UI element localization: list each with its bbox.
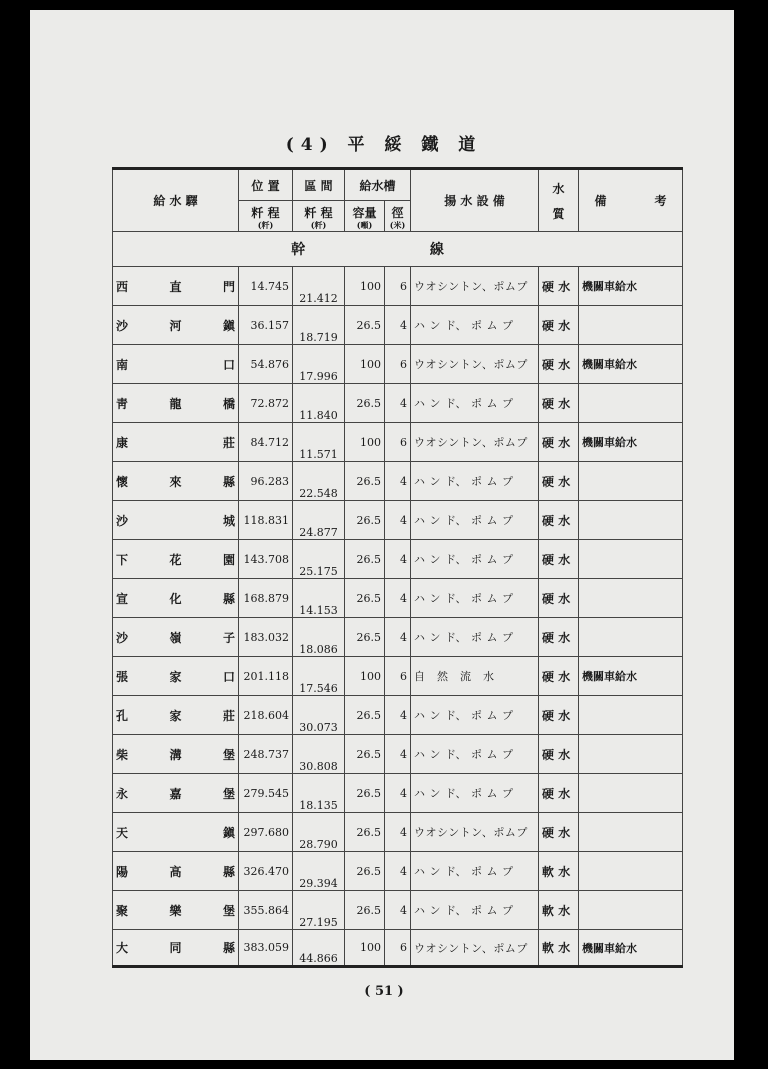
page-title: (4) 平 綏 鐵 道 xyxy=(285,135,483,155)
pump-equipment: ハ ン ド、 ポ ム プ xyxy=(411,579,539,618)
station-name: 張 家 口 xyxy=(113,657,239,696)
table-row xyxy=(113,657,683,696)
interval-km: 14.153 xyxy=(293,579,345,618)
pipe-diameter: 6 xyxy=(385,423,411,462)
position-km: 168.879 xyxy=(239,579,293,618)
interval-km: 29.394 xyxy=(293,852,345,891)
pump-equipment: ハ ン ド、 ポ ム プ xyxy=(411,501,539,540)
interval-km: 24.877 xyxy=(293,501,345,540)
station-name: 沙 城 xyxy=(113,501,239,540)
interval-unit-header: 粁 程 (粁) xyxy=(293,201,345,232)
table-row xyxy=(113,774,683,813)
table-row xyxy=(113,696,683,735)
pump-equipment: ハ ン ド、 ポ ム プ xyxy=(411,540,539,579)
pump-equipment: ハ ン ド、 ポ ム プ xyxy=(411,774,539,813)
tank-capacity: 26.5 xyxy=(345,618,385,657)
pump-equipment: 自 然 流 水 xyxy=(411,657,539,696)
pump-equipment: ハ ン ド、 ポ ム プ xyxy=(411,696,539,735)
position-km: 279.545 xyxy=(239,774,293,813)
remarks: 機關車給水 xyxy=(579,930,683,967)
remarks xyxy=(579,384,683,423)
station-name: 懷 來 縣 xyxy=(113,462,239,501)
position-km: 143.708 xyxy=(239,540,293,579)
remarks xyxy=(579,540,683,579)
interval-km: 44.866 xyxy=(293,930,345,967)
table-row xyxy=(113,891,683,930)
pipe-diameter: 4 xyxy=(385,306,411,345)
station-name: 永 嘉 堡 xyxy=(113,774,239,813)
remarks xyxy=(579,852,683,891)
remarks xyxy=(579,618,683,657)
pipe-diameter: 6 xyxy=(385,267,411,306)
pump-equipment: ハ ン ド、 ポ ム プ xyxy=(411,462,539,501)
position-km: 118.831 xyxy=(239,501,293,540)
interval-km: 30.073 xyxy=(293,696,345,735)
interval-km: 30.808 xyxy=(293,735,345,774)
tank-capacity: 100 xyxy=(345,423,385,462)
tank-capacity: 100 xyxy=(345,345,385,384)
tank-capacity: 26.5 xyxy=(345,306,385,345)
table-row xyxy=(113,540,683,579)
water-quality: 硬 水 xyxy=(539,345,579,384)
station-name: 南 口 xyxy=(113,345,239,384)
station-name: 宣 化 縣 xyxy=(113,579,239,618)
station-name: 柴 溝 堡 xyxy=(113,735,239,774)
pump-equipment: ウオシントン、ポムプ xyxy=(411,345,539,384)
position-header: 位 置 xyxy=(239,169,293,201)
tank-capacity: 26.5 xyxy=(345,774,385,813)
position-km: 84.712 xyxy=(239,423,293,462)
remarks xyxy=(579,306,683,345)
section-label: 幹 線 xyxy=(113,232,683,267)
remarks-header: 備 考 xyxy=(579,169,683,232)
tank-capacity: 26.5 xyxy=(345,891,385,930)
water-quality: 硬 水 xyxy=(539,540,579,579)
tank-header: 給水槽 xyxy=(345,169,411,201)
pump-equipment: ハ ン ド、 ポ ム プ xyxy=(411,852,539,891)
table-row xyxy=(113,735,683,774)
pipe-diameter: 4 xyxy=(385,852,411,891)
pump-equipment: ハ ン ド、 ポ ム プ xyxy=(411,306,539,345)
page-number: ( 51 ) xyxy=(364,984,404,999)
interval-km: 18.135 xyxy=(293,774,345,813)
interval-km: 22.548 xyxy=(293,462,345,501)
water-quality: 硬 水 xyxy=(539,579,579,618)
pump-equipment: ハ ン ド、 ポ ム プ xyxy=(411,618,539,657)
table-row xyxy=(113,267,683,306)
interval-km: 25.175 xyxy=(293,540,345,579)
pump-equipment: ハ ン ド、 ポ ム プ xyxy=(411,735,539,774)
pipe-diameter: 4 xyxy=(385,696,411,735)
water-quality: 硬 水 xyxy=(539,735,579,774)
interval-km: 17.996 xyxy=(293,345,345,384)
water-quality-header: 水 質 xyxy=(539,169,579,232)
position-km: 383.059 xyxy=(239,930,293,967)
water-quality: 硬 水 xyxy=(539,813,579,852)
remarks: 機關車給水 xyxy=(579,657,683,696)
interval-km: 21.412 xyxy=(293,267,345,306)
tank-capacity: 26.5 xyxy=(345,696,385,735)
station-name: 康 莊 xyxy=(113,423,239,462)
water-quality: 軟 水 xyxy=(539,852,579,891)
station-name: 沙 河 鎭 xyxy=(113,306,239,345)
position-km: 54.876 xyxy=(239,345,293,384)
water-quality: 硬 水 xyxy=(539,618,579,657)
tank-capacity: 26.5 xyxy=(345,579,385,618)
position-km: 14.745 xyxy=(239,267,293,306)
remarks xyxy=(579,579,683,618)
capacity-header: 容量 (噸) xyxy=(345,201,385,232)
interval-km: 17.546 xyxy=(293,657,345,696)
station-name: 天 鎭 xyxy=(113,813,239,852)
position-km: 218.604 xyxy=(239,696,293,735)
water-quality: 硬 水 xyxy=(539,306,579,345)
interval-km: 28.790 xyxy=(293,813,345,852)
pipe-header: 徑 (米) xyxy=(385,201,411,232)
pipe-diameter: 4 xyxy=(385,813,411,852)
interval-km: 18.086 xyxy=(293,618,345,657)
pipe-diameter: 6 xyxy=(385,657,411,696)
remarks xyxy=(579,462,683,501)
interval-km: 11.840 xyxy=(293,384,345,423)
station-name: 下 花 園 xyxy=(113,540,239,579)
position-km: 355.864 xyxy=(239,891,293,930)
position-km: 248.737 xyxy=(239,735,293,774)
position-km: 36.157 xyxy=(239,306,293,345)
pipe-diameter: 4 xyxy=(385,384,411,423)
water-quality: 硬 水 xyxy=(539,501,579,540)
remarks xyxy=(579,774,683,813)
station-name: 孔 家 莊 xyxy=(113,696,239,735)
pipe-diameter: 4 xyxy=(385,462,411,501)
pipe-diameter: 4 xyxy=(385,501,411,540)
tank-capacity: 26.5 xyxy=(345,540,385,579)
position-km: 297.680 xyxy=(239,813,293,852)
pump-equipment: ハ ン ド、 ポ ム プ xyxy=(411,891,539,930)
water-quality: 硬 水 xyxy=(539,423,579,462)
table-row xyxy=(113,423,683,462)
remarks xyxy=(579,813,683,852)
table-row xyxy=(113,579,683,618)
tank-capacity: 100 xyxy=(345,930,385,967)
station-name: 靑 龍 橋 xyxy=(113,384,239,423)
interval-km: 18.719 xyxy=(293,306,345,345)
remarks xyxy=(579,696,683,735)
tank-capacity: 26.5 xyxy=(345,813,385,852)
pump-equipment: ウオシントン、ポムプ xyxy=(411,930,539,967)
remarks xyxy=(579,501,683,540)
pump-equipment: ウオシントン、ポムプ xyxy=(411,423,539,462)
tank-capacity: 26.5 xyxy=(345,501,385,540)
remarks xyxy=(579,891,683,930)
pipe-diameter: 4 xyxy=(385,618,411,657)
table-row xyxy=(113,930,683,967)
station-name: 沙 嶺 子 xyxy=(113,618,239,657)
pipe-diameter: 4 xyxy=(385,774,411,813)
water-quality: 硬 水 xyxy=(539,696,579,735)
pump-equipment: ウオシントン、ポムプ xyxy=(411,267,539,306)
pipe-diameter: 4 xyxy=(385,891,411,930)
table-row xyxy=(113,384,683,423)
interval-header: 區 間 xyxy=(293,169,345,201)
tank-capacity: 26.5 xyxy=(345,735,385,774)
remarks: 機關車給水 xyxy=(579,267,683,306)
pipe-diameter: 4 xyxy=(385,735,411,774)
table-row xyxy=(113,306,683,345)
water-quality: 硬 水 xyxy=(539,657,579,696)
table-row xyxy=(113,852,683,891)
position-km: 326.470 xyxy=(239,852,293,891)
station-name: 陽 高 縣 xyxy=(113,852,239,891)
station-header: 給 水 驛 xyxy=(113,169,239,232)
water-quality: 硬 水 xyxy=(539,384,579,423)
position-unit-header: 粁 程 (粁) xyxy=(239,201,293,232)
tank-capacity: 26.5 xyxy=(345,384,385,423)
pipe-diameter: 6 xyxy=(385,930,411,967)
water-quality: 硬 水 xyxy=(539,462,579,501)
tank-capacity: 26.5 xyxy=(345,852,385,891)
station-name: 大 同 縣 xyxy=(113,930,239,967)
tank-capacity: 26.5 xyxy=(345,462,385,501)
remarks: 機關車給水 xyxy=(579,345,683,384)
pump-equipment: ウオシントン、ポムプ xyxy=(411,813,539,852)
tank-capacity: 100 xyxy=(345,657,385,696)
pump-equipment: ハ ン ド、 ポ ム プ xyxy=(411,384,539,423)
table-row xyxy=(113,345,683,384)
position-km: 96.283 xyxy=(239,462,293,501)
table-row xyxy=(113,813,683,852)
pipe-diameter: 6 xyxy=(385,345,411,384)
water-quality: 硬 水 xyxy=(539,774,579,813)
station-name: 西 直 門 xyxy=(113,267,239,306)
table-row xyxy=(113,501,683,540)
position-km: 72.872 xyxy=(239,384,293,423)
position-km: 183.032 xyxy=(239,618,293,657)
water-station-table xyxy=(112,167,683,968)
water-quality: 硬 水 xyxy=(539,267,579,306)
table-row xyxy=(113,462,683,501)
interval-km: 11.571 xyxy=(293,423,345,462)
station-name: 聚 樂 堡 xyxy=(113,891,239,930)
water-quality: 軟 水 xyxy=(539,930,579,967)
tank-capacity: 100 xyxy=(345,267,385,306)
remarks xyxy=(579,735,683,774)
equipment-header: 揚 水 設 備 xyxy=(411,169,539,232)
pipe-diameter: 4 xyxy=(385,579,411,618)
table-row xyxy=(113,618,683,657)
pipe-diameter: 4 xyxy=(385,540,411,579)
water-quality: 軟 水 xyxy=(539,891,579,930)
remarks: 機關車給水 xyxy=(579,423,683,462)
position-km: 201.118 xyxy=(239,657,293,696)
interval-km: 27.195 xyxy=(293,891,345,930)
